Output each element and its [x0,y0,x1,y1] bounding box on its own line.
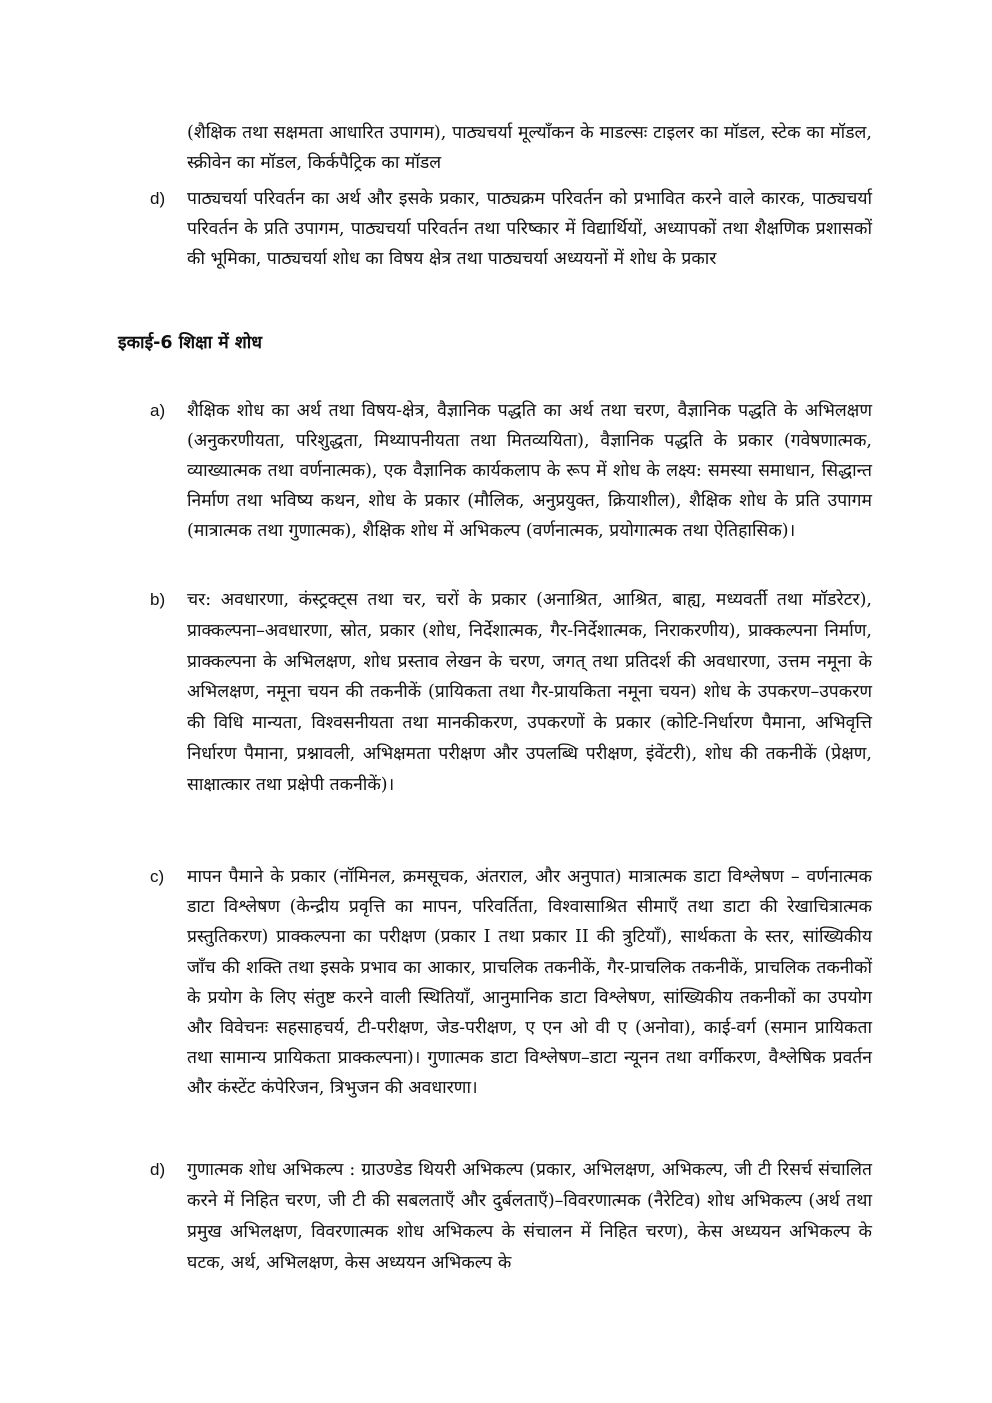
list-item-text: चर: अवधारणा, कंस्ट्रक्ट्स तथा चर, चरों के प्रकार (अनाश्रित, आश्रित, बाह्य, मध्यवर्ती तथा मॉडरेटर), प्राक्कल्पना–अवधारणा, स्रोत, प्रकार (शोध, निर्देशात्मक, गैर-निर्देशात्मक, निराकरणीय), प्राक्कल्पना निर्माण, प्राक्कल्पना के अभिलक्षण, शोध प्रस्ताव लेखन के चरण, जगत् तथा प्रतिदर्श की अवधारणा, उत्तम नमूना के अभिलक्षण, नमूना चयन की तकनीकें (प्रायिकता तथा गैर-प्रायकिता नमूना चयन) शोध के उपकरण–उपकरण की विधि मान्यता, विश्वसनीयता तथा मानकीकरण, उपकरणों के प्रकार (कोटि-निर्धारण पैमाना, अभिवृत्ति निर्धारण पैमाना, प्रश्नावली, अभिक्षमता परीक्षण और उपलब्धि परीक्षण, इंवेंटरी), शोध की तकनीकें (प्रेक्षण, साक्षात्कार तथा प्रक्षेपी तकनीकें)। [187,590,872,795]
continuation-paragraph: (शैक्षिक तथा सक्षमता आधारित उपागम), पाठ्यचर्या मूल्याँकन के माडल्सः टाइलर का मॉडल, स्टेक का मॉडल, स्क्रीवेन का मॉडल, किर्कपैट्रिक का मॉडल [187,123,872,173]
list-item-text: मापन पैमाने के प्रकार (नॉमिनल, क्रमसूचक, अंतराल, और अनुपात) मात्रात्मक डाटा विश्लेषण – वर्णनात्मक डाटा विश्लेषण (केन्द्रीय प्रवृत्ति का मापन, परिवर्तिता, विश्वासाश्रित सीमाएँ तथा डाटा की रेखाचित्रात्मक प्रस्तुतिकरण) प्राक्कल्पना का परीक्षण (प्रकार I तथा प्रकार II की त्रुटियाँ), सार्थकता के स्तर, सांख्यिकीय जाँच की शक्ति तथा इसके प्रभाव का आकार, प्राचलिक तकनीकें, गैर-प्राचलिक तकनीकें, प्राचलिक तकनीकों के प्रयोग के लिए संतुष्ट करने वाली स्थितियाँ, आनुमानिक डाटा विश्लेषण, सांख्यिकीय तकनीकों का उपयोग और विवेचनः सहसाहचर्य, टी-परीक्षण, जेड-परीक्षण, ए एन ओ वी ए (अनोवा), काई-वर्ग (समान प्रायिकता तथा सामान्य प्रायिकता प्राक्कल्पना)। गुणात्मक डाटा विश्लेषण–डाटा न्यूनन तथा वर्गीकरण, वैश्लेषिक प्रवर्तन और कंस्टेंट कंपेरिजन, त्रिभुजन की अवधारणा। [187,867,872,1099]
list-marker: d) [150,189,166,208]
list-item-text: गुणात्मक शोध अभिकल्प : ग्राउण्डेड थियरी अभिकल्प (प्रकार, अभिलक्षण, अभिकल्प, जी टी रिसर्च संचालित करने में निहित चरण, जी टी की सबलताएँ और दुर्बलताएँ)–विवरणात्मक (नैरेटिव) शोध अभिकल्प (अर्थ तथा प्रमुख अभिलक्षण, विवरणात्मक शोध अभिकल्प के संचालन में निहित चरण), केस अध्ययन अभिकल्प के घटक, अर्थ, अभिलक्षण, केस अध्ययन अभिकल्प के [187,1160,872,1273]
list-marker: a) [150,401,166,420]
list-marker: d) [150,1160,166,1179]
section-heading-unit-6: इकाई-6 शिक्षा में शोध [118,333,263,353]
list-item-text: शैक्षिक शोध का अर्थ तथा विषय-क्षेत्र, वैज्ञानिक पद्धति का अर्थ तथा चरण, वैज्ञानिक पद्धति के अभिलक्षण (अनुकरणीयता, परिशुद्धता, मिथ्यापनीयता तथा मितव्ययिता), वैज्ञानिक पद्धति के प्रकार (गवेषणात्मक, व्याख्यात्मक तथा वर्णनात्मक), एक वैज्ञानिक कार्यकलाप के रूप में शोध के लक्ष्य: समस्या समाधान, सिद्धान्त निर्माण तथा भविष्य कथन, शोध के प्रकार (मौलिक, अनुप्रयुक्त, क्रियाशील), शैक्षिक शोध के प्रति उपागम (मात्रात्मक तथा गुणात्मक), शैक्षिक शोध में अभिकल्प (वर्णनात्मक, प्रयोगात्मक तथा ऐतिहासिक)। [187,401,872,541]
list-marker: c) [150,867,165,886]
list-marker: b) [150,590,166,609]
list-item-text: पाठ्यचर्या परिवर्तन का अर्थ और इसके प्रकार, पाठ्यक्रम परिवर्तन को प्रभावित करने वाले कारक, पाठ्यचर्या परिवर्तन के प्रति उपागम, पाठ्यचर्या परिवर्तन तथा परिष्कार में विद्यार्थियों, अध्यापकों तथा शैक्षणिक प्रशासकों की भूमिका, पाठ्यचर्या शोध का विषय क्षेत्र तथा पाठ्यचर्या अध्ययनों में शोध के प्रकार [187,189,872,269]
